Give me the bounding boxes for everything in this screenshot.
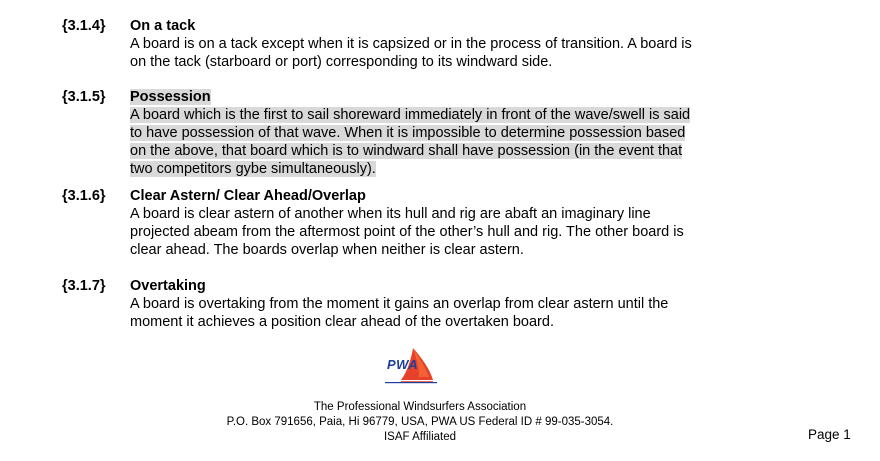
rule-title: Clear Astern/ Clear Ahead/Overlap [130,188,366,204]
rule-body [130,277,750,331]
rule-number: {3.1.5} [62,89,106,105]
rule-body [130,17,750,71]
rule-text-line: two competitors gybe simultaneously). [130,161,376,177]
logo-stripe [385,382,437,383]
rule-number: {3.1.7} [62,278,106,294]
footer-affiliation: ISAF Affiliated [383,431,457,443]
rule-number: {3.1.4} [62,18,106,34]
rule-text [130,205,750,259]
rule-body [130,187,750,259]
rule-text-line-wrap [130,124,750,142]
rule-text-line: A board which is the first to sail shoreward immediately in front of the wave/swell is said [130,107,691,123]
rule-text-highlighted [130,106,750,178]
rule-text [130,295,750,331]
pwa-logo [383,345,439,385]
rule-title: On a tack [130,18,196,34]
logo-text: PWA [387,357,419,372]
logo-stripe-accent [401,381,433,382]
rule-body [130,88,750,178]
rule-title: Overtaking [130,278,206,294]
footer-organization: The Professional Windsurfers Association [313,401,527,413]
rule-text-line: on the above, that board which is to windward shall have possession (in the event that [130,143,683,159]
rule-text [130,35,750,71]
rule-text-line: clear ahead. The boards overlap when neither is clear astern. [130,242,524,258]
rule-text-line-wrap [130,142,750,160]
rule-number: {3.1.6} [62,188,106,204]
footer-address: P.O. Box 791656, Paia, Hi 96779, USA, PWA US Federal ID # 99-035-3054. [226,416,614,428]
rule-text-line: to have possession of that wave. When it is impossible to determine possession based [130,125,686,141]
rule-text-line-wrap [130,160,750,178]
rule-text-line: A board is overtaking from the moment it gains an overlap from clear astern until the [130,296,669,312]
rule-text-line: moment it achieves a position clear ahead of the overtaken board. [130,314,554,330]
page-number: Page 1 [808,427,851,442]
rule-text-line: projected abeam from the aftermost point of the other’s hull and rig. The other board is [130,224,684,240]
rule-text-line: A board is clear astern of another when its hull and rig are abaft an imaginary line [130,206,651,222]
rule-text-line: on the tack (starboard or port) corresponding to its windward side. [130,54,553,70]
rule-title: Possession [130,89,211,105]
rule-title-highlighted [130,88,750,106]
rule-text-line: A board is on a tack except when it is capsized or in the process of transition. A board is [130,36,692,52]
rule-text-line-wrap [130,106,750,124]
